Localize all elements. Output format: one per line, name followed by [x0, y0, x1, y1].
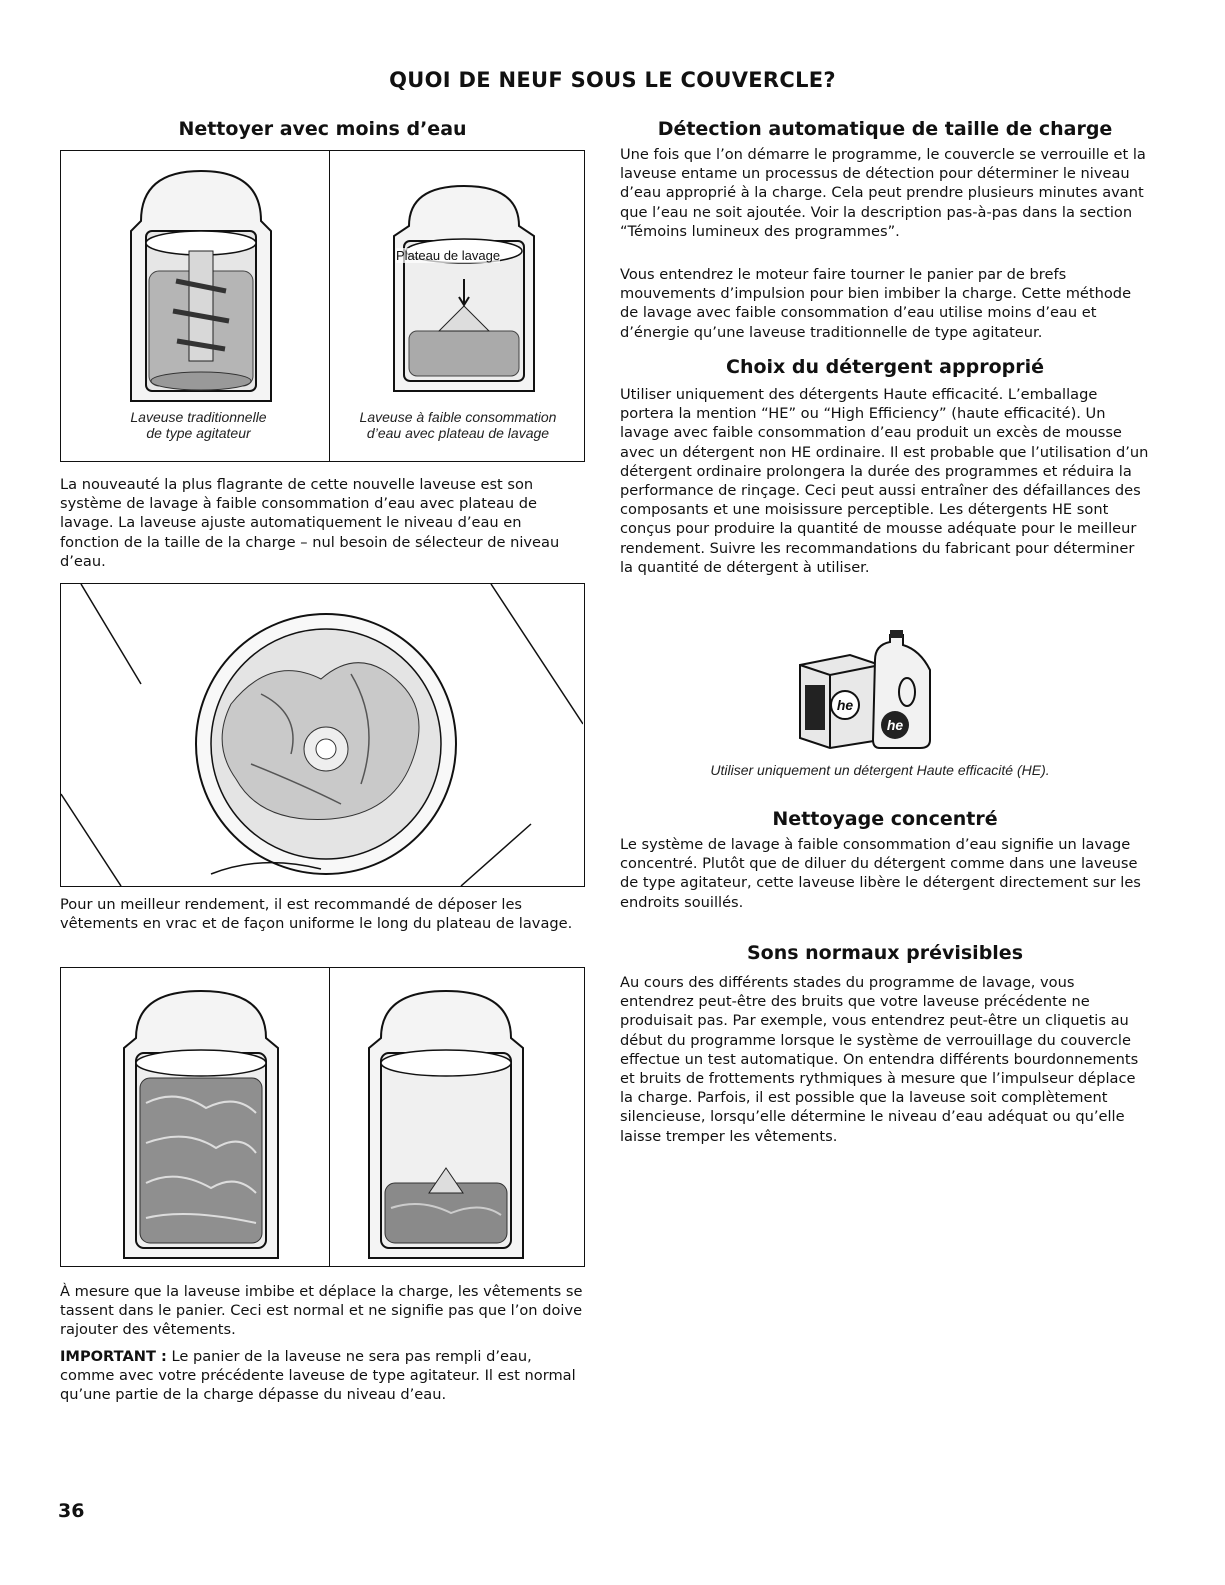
heading-concentrated: Nettoyage concentré [772, 808, 998, 830]
caption-he-detergent: Utiliser uniquement un détergent Haute efficacité (HE). [710, 762, 1050, 778]
washer-basket-top-view [61, 584, 583, 886]
para-detergent: Utiliser uniquement des détergents Haute efficacité. L’emballage portera la mention “HE” ou “High Efficiency” (haute efficacité). Un lavage avec faible consommation d’eau produit un excès de mousse avec un détergent non HE ordinaire. Il est probable que l’utilisation d’un détergent ordinaire prolongera la durée des programmes et réduira la performance de rinçage. Ceci peut aussi entraîner des défaillances des composants et une moisissure perceptible. Les détergents HE sont conçus pour produire la quantité de mousse adéquate pour le meilleur rendement. Suivre les recommandations du fabricant pour déterminer la quantité de détergent à utiliser. [620, 386, 1149, 576]
important-text: Le panier de la laveuse ne sera pas rempli d’eau, comme avec votre précédente laveuse de type agitateur. Il est normal qu’une partie de la charge dépasse du niveau d’eau. [60, 1348, 576, 1404]
para-settling: À mesure que la laveuse imbibe et déplace la charge, les vêtements se tassent dans le panier. Ceci est normal et ne signifie pas que l’on doive rajouter des vêtements. [60, 1283, 583, 1339]
figure-basket-comparison [60, 967, 585, 1267]
para-auto-detection-2: Vous entendrez le moteur faire tourner le panier par de brefs mouvements d’impulsion pour bien imbiber la charge. Cette méthode de lavage avec faible consommation d’eau utilise moins d’eau et d’énergie qu’une laveuse traditionnelle de type agitateur. [620, 266, 1132, 341]
page-number: 36 [58, 1500, 85, 1522]
heading-less-water: Nettoyer avec moins d’eau [178, 118, 467, 140]
caption-he-line1: Laveuse à faible consommation [359, 409, 557, 425]
figure-load-top-view [60, 583, 585, 887]
caption-he [333, 409, 583, 441]
heading-detergent: Choix du détergent approprié [726, 356, 1044, 378]
he-detergent-illustration [795, 630, 940, 750]
caption-traditional-line1: Laveuse traditionnelle [130, 409, 267, 425]
heading-auto-detection: Détection automatique de taille de charge [657, 118, 1113, 140]
he-logo-box: he [836, 697, 854, 713]
para-concentrated: Le système de lavage à faible consommation d’eau signifie un lavage concentré. Plutôt que de diluer du détergent comme dans une laveuse de type agitateur, cette laveuse libère le détergent directement sur les endroits souillés. [620, 836, 1141, 911]
page-title: QUOI DE NEUF SOUS LE COUVERCLE? [389, 68, 836, 92]
para-auto-detection-1: Une fois que l’on démarre le programme, le couvercle se verrouille et la laveuse entame un processus de détection pour déterminer le niveau d’eau approprié à la charge. Cela peut prendre plusieurs minutes avant que l’eau ne soit ajoutée. Voir la description pas-à-pas dans la section “Témoins lumineux des programmes”. [620, 146, 1146, 240]
heading-normal-sounds: Sons normaux prévisibles [746, 942, 1024, 964]
wash-plate-callout: Plateau de lavage [396, 248, 501, 263]
para-important [60, 1347, 585, 1405]
important-label: IMPORTANT : [60, 1348, 167, 1365]
figure-washer-comparison [60, 150, 585, 462]
caption-he-line2: d’eau avec plateau de lavage [366, 425, 550, 441]
caption-traditional-line2: de type agitateur [146, 425, 251, 441]
he-logo-bottle: he [886, 717, 904, 733]
full-basket-illustration [116, 983, 286, 1263]
traditional-washer-illustration [121, 161, 281, 406]
para-load-evenly: Pour un meilleur rendement, il est recommandé de déposer les vêtements en vrac et de façon uniforme le long du plateau de lavage. [60, 896, 573, 933]
he-washer-illustration [379, 181, 549, 396]
para-new-system: La nouveauté la plus flagrante de cette nouvelle laveuse est son système de lavage à faible consommation d’eau avec plateau de lavage. La laveuse ajuste automatiquement le niveau d’eau en fonction de la taille de la charge – nul besoin de sélecteur de niveau d’eau. [60, 476, 560, 570]
settled-basket-illustration [361, 983, 531, 1263]
para-normal-sounds: Au cours des différents stades du programme de lavage, vous entendrez peut-être des bruits que votre laveuse précédente ne produisait pas. Par exemple, vous entendrez peut-être un cliquetis au début du programme lorsque le système de verrouillage du couvercle effectue un test automatique. On entendra différents bourdonnements et bruits de frottements rythmiques à mesure que l’impulseur déplace la charge. Parfois, il est possible que la laveuse soit complètement silencieuse, lorsqu’elle détermine le niveau d’eau adéquat ou qu’elle laisse tremper les vêtements. [620, 974, 1139, 1145]
caption-traditional [71, 409, 326, 441]
